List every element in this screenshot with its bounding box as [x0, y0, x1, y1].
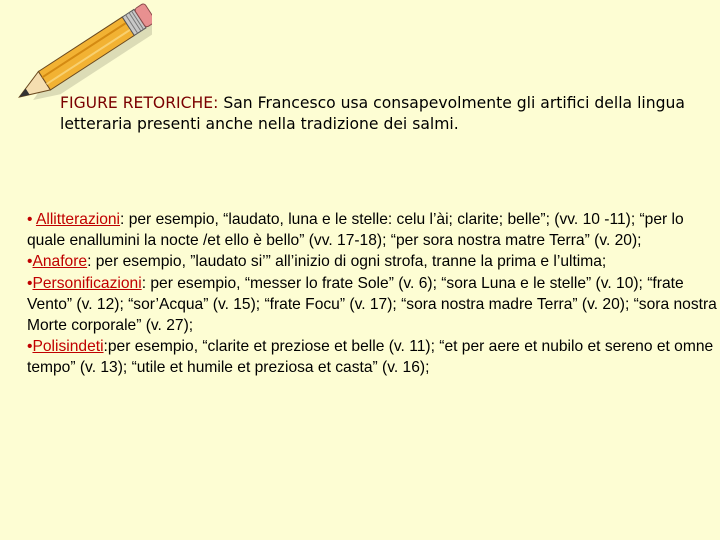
term-anafore: Anafore [32, 253, 88, 271]
term-allitterazioni: Allitterazioni [35, 211, 121, 228]
list-item-anafore [27, 251, 720, 272]
item-text: : per esempio, “messer lo frate Sole” (v. 6); “sora Luna e le stelle” (v. 10); “frate Vento” (v. 12); “sor’Acqua” (v. 15); “frate Focu” (v. 17); “sora nostra madre Terra” (v. 20); “sora nostra Morte corporale” (v. 27); [27, 274, 717, 335]
heading-label: FIGURE RETORICHE: [60, 94, 219, 112]
list-item-polisindeti [27, 336, 720, 378]
heading-text: San Francesco usa consapevolmente gli artifici della lingua letteraria presenti anche nella tradizione dei salmi. [60, 94, 685, 133]
bullet-icon: • [27, 253, 33, 271]
figures-list [27, 209, 720, 379]
slide-heading [60, 93, 710, 135]
bullet-icon: • [27, 211, 33, 228]
pencil-icon [2, 0, 152, 104]
term-polisindeti: Polisindeti [32, 338, 104, 356]
bullet-icon: • [27, 274, 33, 292]
term-personificazioni: Personificazioni [32, 274, 142, 292]
list-item-personificazioni [27, 273, 720, 337]
bullet-icon: • [27, 338, 33, 356]
item-text: :per esempio, “clarite et preziose et belle (v. 11); “et per aere et nubilo et sereno et omne tempo” (v. 13); “utile et humile et preziosa et casta” (v. 16); [27, 338, 714, 377]
list-item-allitterazioni [27, 209, 720, 251]
item-text: : per esempio, ”laudato si’” all’inizio di ogni strofa, tranne la prima e l’ultima; [87, 253, 607, 271]
item-text: : per esempio, “laudato, luna e le stelle: celu l’ài; clarite; belle”; (vv. 10 -11); “per lo quale enallumini la nocte /et ello è bello” (vv. 17-18); “per sora nostra matre Terra” (v. 20); [27, 211, 684, 250]
